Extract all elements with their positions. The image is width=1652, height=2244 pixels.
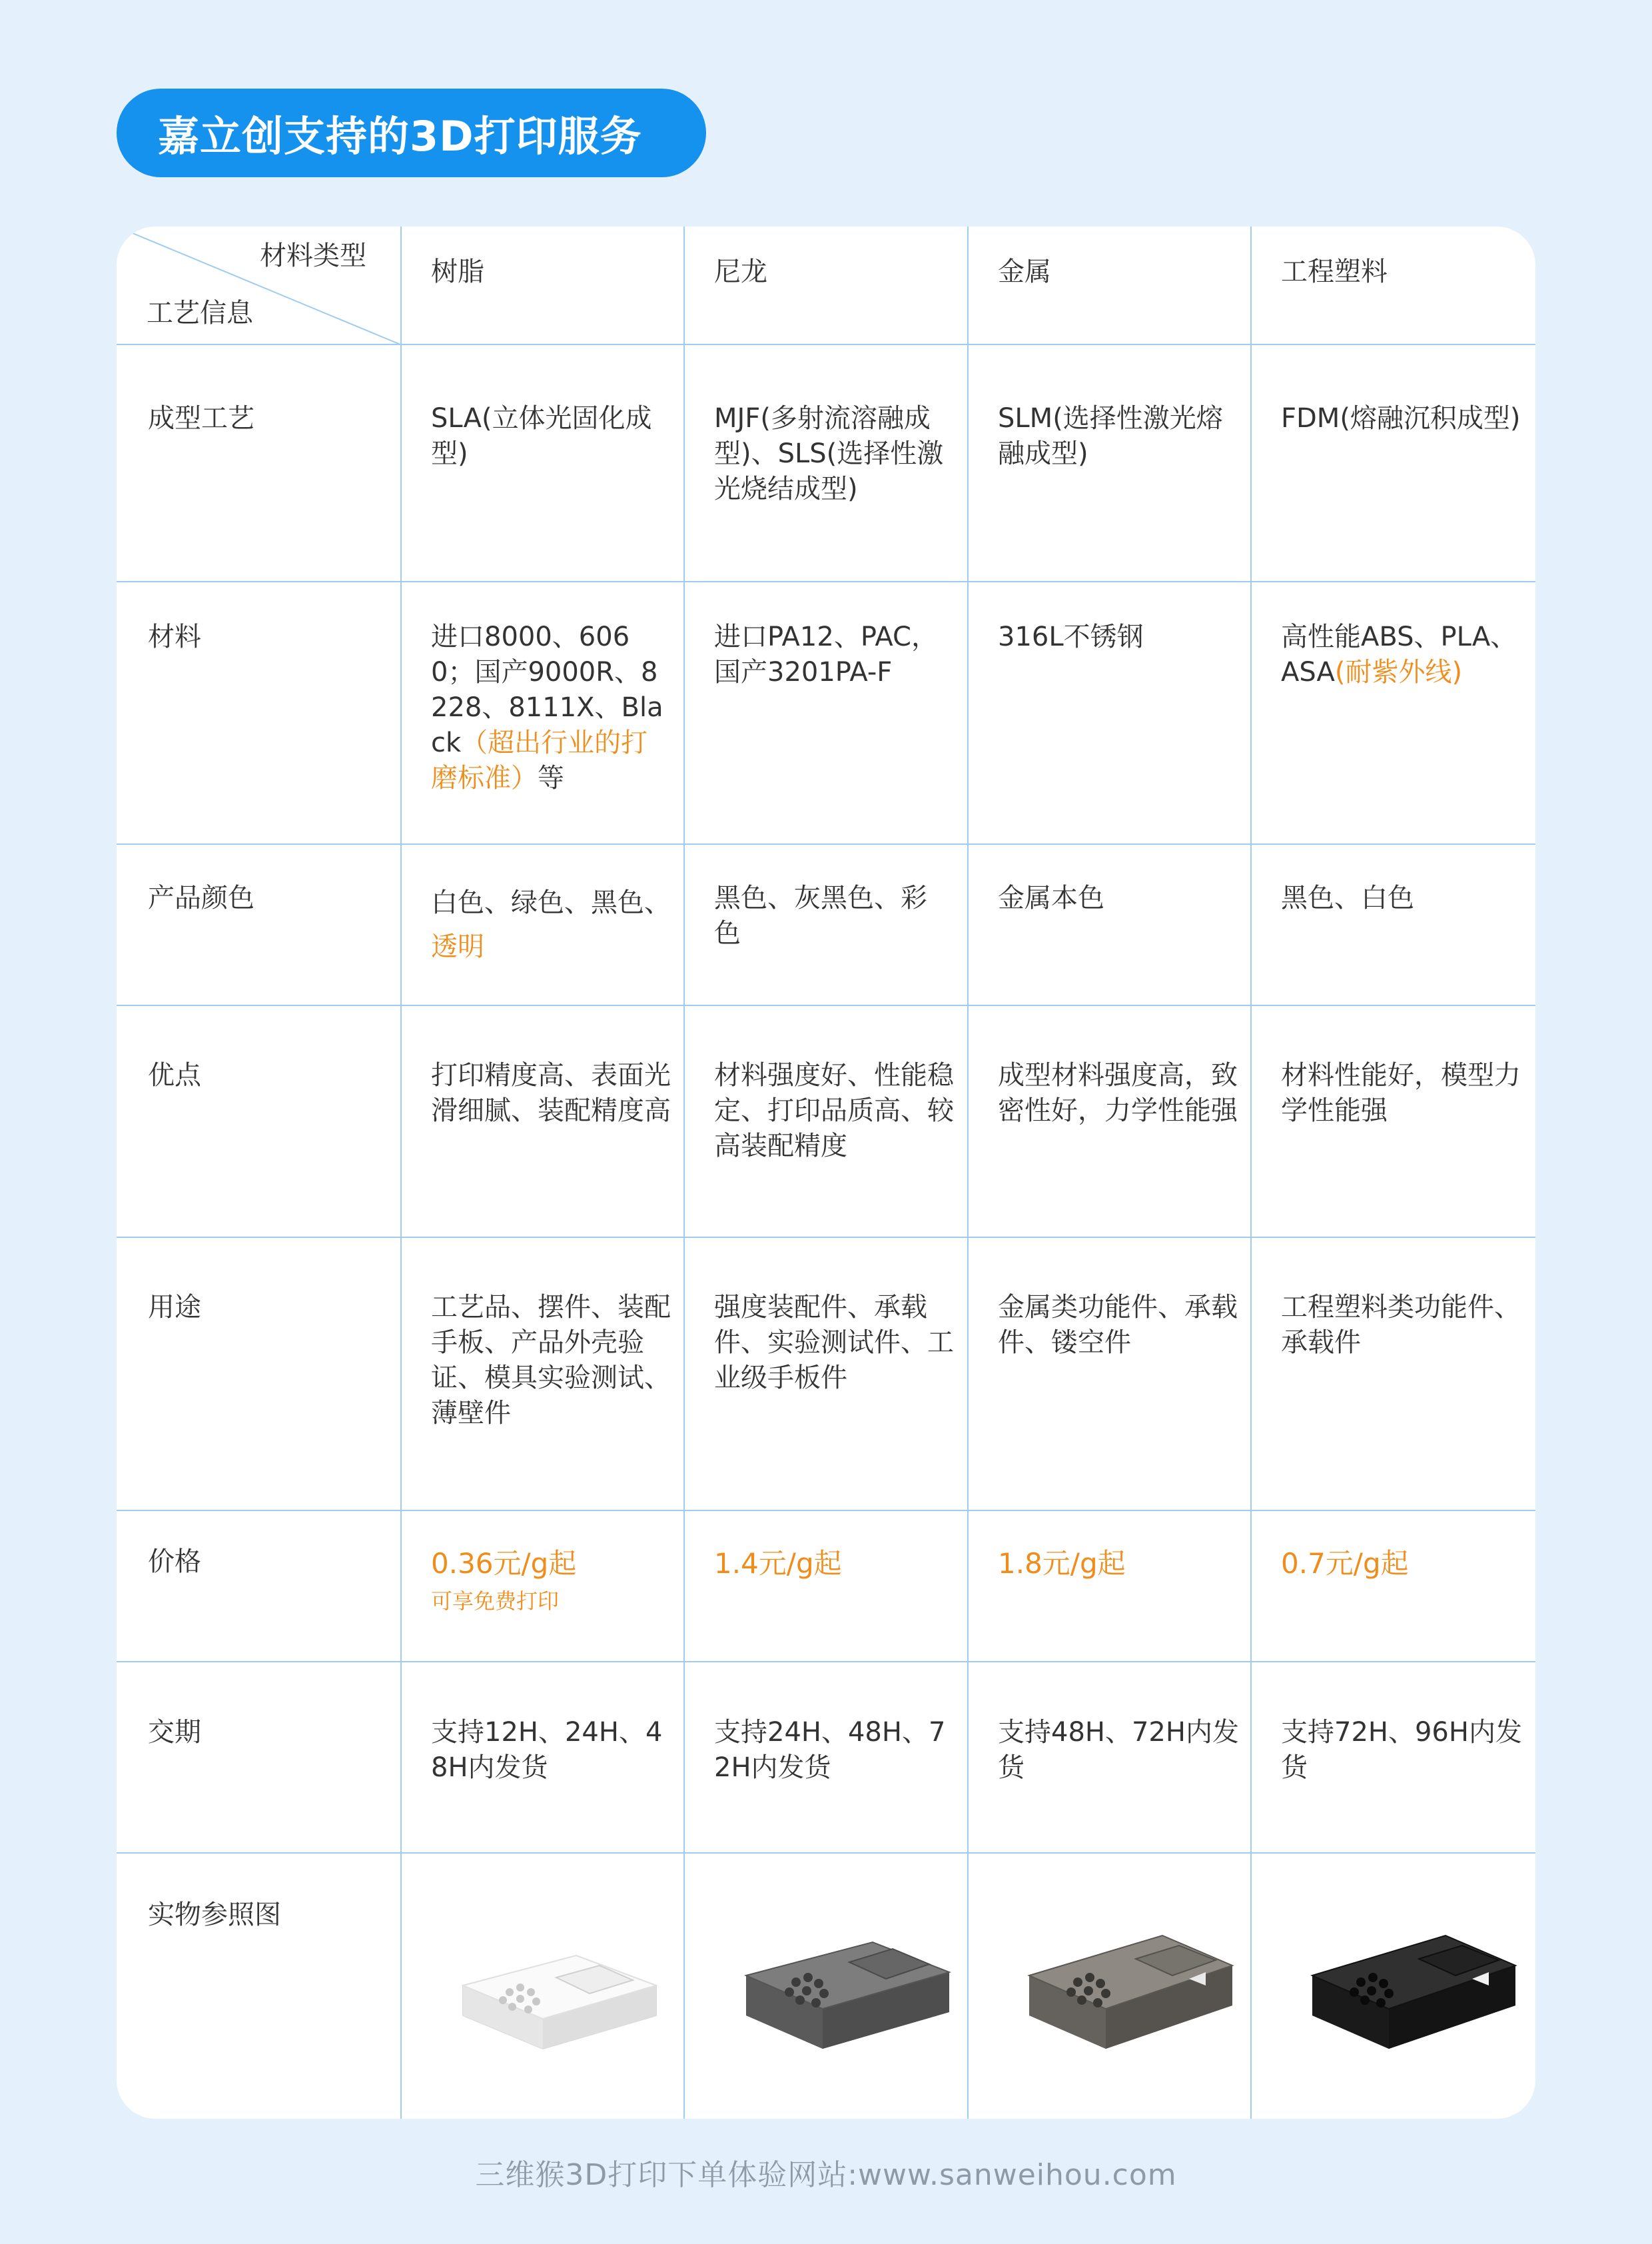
color-metal: 金属本色 [998, 883, 1104, 913]
process-resin: SLA(立体光固化成型) [431, 403, 652, 469]
process-nylon: MJF(多射流溶融成型)、SLS(选择性激光烧结成型) [714, 403, 944, 504]
price-resin-note: 可享免费打印 [431, 1588, 560, 1614]
price-plastic: 0.7元/g起 [1281, 1547, 1409, 1580]
column-divider [683, 227, 685, 2119]
material-resin [431, 620, 684, 796]
delivery-plastic: 支持72H、96H内发货 [1281, 1717, 1522, 1783]
column-divider [1250, 227, 1252, 2119]
row-divider [117, 843, 1535, 845]
process-metal: SLM(选择性激光熔融成型) [998, 403, 1223, 469]
process-plastic: FDM(熔融沉积成型) [1281, 403, 1521, 434]
column-header-plastic: 工程塑料 [1281, 257, 1388, 287]
advantage-resin: 打印精度高、表面光滑细腻、装配精度高 [431, 1060, 671, 1126]
usage-resin: 工艺品、摆件、装配手板、产品外壳验证、模具实验测试、薄壁件 [431, 1292, 671, 1428]
row-label-color: 产品颜色 [148, 883, 254, 913]
color-resin-note: 透明 [431, 931, 484, 962]
price-nylon: 1.4元/g起 [714, 1547, 842, 1580]
product-photo-resin [456, 1892, 676, 2092]
color-resin [431, 881, 697, 969]
footer-website[interactable]: 三维猴3D打印下单体验网站:www.sanweihou.com [475, 2158, 1177, 2192]
product-photo-metal [1019, 1872, 1246, 2099]
color-nylon: 黑色、灰黑色、彩色 [714, 883, 927, 949]
row-divider [117, 1510, 1535, 1511]
row-label-advantage: 优点 [148, 1060, 201, 1091]
material-resin-note: （超出行业的打磨标准） [431, 728, 648, 794]
row-divider [117, 581, 1535, 582]
material-nylon: 进口PA12、PAC，国产3201PA-F [714, 622, 938, 688]
row-divider [117, 1237, 1535, 1238]
row-label-photo: 实物参照图 [148, 1900, 281, 1930]
row-label-delivery: 交期 [148, 1717, 201, 1748]
comparison-table [117, 227, 1535, 2119]
material-plastic-main: 高性能ABS、PLA、ASA [1281, 622, 1517, 688]
header-corner-material-type: 材料类型 [260, 241, 366, 271]
delivery-resin: 支持12H、24H、48H内发货 [431, 1717, 663, 1783]
row-label-price: 价格 [148, 1546, 201, 1577]
color-plastic: 黑色、白色 [1281, 883, 1414, 913]
material-plastic-note: (耐紫外线) [1334, 657, 1463, 688]
delivery-nylon: 支持24H、48H、72H内发货 [714, 1717, 946, 1783]
row-divider [117, 1852, 1535, 1854]
page-title: 嘉立创支持的3D打印服务 [117, 89, 706, 177]
column-header-nylon: 尼龙 [714, 257, 767, 287]
price-metal: 1.8元/g起 [998, 1547, 1126, 1580]
advantage-nylon: 材料强度好、性能稳定、打印品质高、较高装配精度 [714, 1060, 954, 1161]
usage-nylon: 强度装配件、承载件、实验测试件、工业级手板件 [714, 1292, 954, 1393]
color-resin-main: 白色、绿色、黑色、 [431, 887, 671, 918]
column-divider [400, 227, 402, 2119]
column-header-resin: 树脂 [431, 257, 484, 287]
price-resin-value: 0.36元/g起 [431, 1547, 577, 1580]
product-photo-plastic [1302, 1872, 1529, 2099]
row-label-usage: 用途 [148, 1292, 201, 1323]
price-resin [431, 1546, 684, 1614]
column-divider [967, 227, 969, 2119]
delivery-metal: 支持48H、72H内发货 [998, 1717, 1239, 1783]
product-photo-nylon [736, 1879, 963, 2099]
header-corner-process-info: 工艺信息 [147, 298, 253, 328]
advantage-plastic: 材料性能好，模型力学性能强 [1281, 1060, 1521, 1126]
material-resin-tail: 等 [538, 763, 564, 794]
row-label-material: 材料 [148, 622, 201, 652]
material-resin-main: 进口8000、6060；国产9000R、8228、8111X、Black [431, 622, 663, 758]
advantage-metal: 成型材料强度高，致密性好，力学性能强 [998, 1060, 1238, 1126]
column-header-metal: 金属 [998, 257, 1051, 287]
row-divider [117, 1005, 1535, 1006]
row-label-process: 成型工艺 [148, 403, 254, 434]
material-plastic [1281, 620, 1534, 690]
row-divider [117, 1661, 1535, 1662]
usage-metal: 金属类功能件、承载件、镂空件 [998, 1292, 1238, 1358]
material-metal: 316L不锈钢 [998, 622, 1144, 652]
usage-plastic: 工程塑料类功能件、承载件 [1281, 1292, 1521, 1358]
